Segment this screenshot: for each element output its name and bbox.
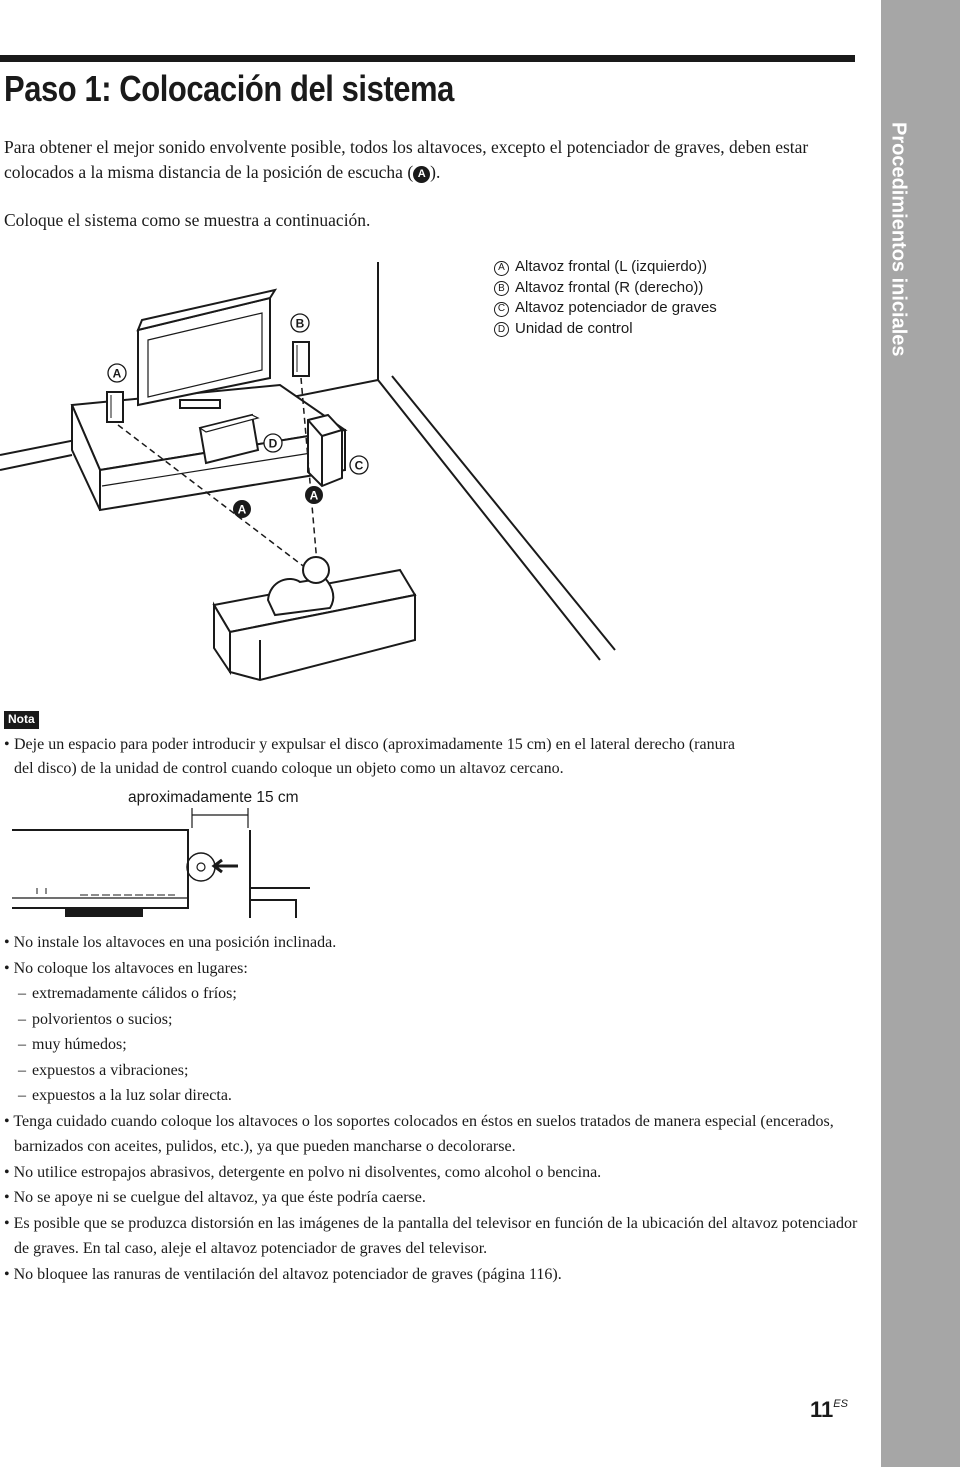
sub-list-item: – expuestos a la luz solar directa. — [4, 1083, 859, 1109]
marker-label: A — [237, 502, 247, 517]
sub-list-item: – polvorientos o sucios; — [4, 1007, 859, 1033]
list-item-text: Tenga cuidado cuando coloque los altavoces o los soportes colocados en éstos en suelos tratados de manera especial (encerados, barnizados con aceites, pulidos, etc.), ya que pueden mancharse o decolorarse. — [13, 1112, 834, 1155]
sub-list-item: – extremadamente cálidos o fríos; — [4, 981, 859, 1007]
control-unit-outline — [12, 830, 188, 908]
note-paragraph — [4, 733, 854, 781]
list-item: • No utilice estropajos abrasivos, detergente en polvo ni disolventes, como alcohol o bencina. — [4, 1163, 602, 1181]
floor-wall-line-left — [0, 455, 72, 470]
sub-list-item: – muy húmedos; — [4, 1032, 859, 1058]
marker-b-icon: B — [494, 281, 509, 296]
bullet: • — [4, 736, 10, 753]
clearance-label: aproximadamente 15 cm — [128, 789, 299, 806]
intro-instruction: Coloque el sistema como se muestra a continuación. — [4, 210, 371, 230]
list-item: • No se apoye ni se cuelgue del altavoz, ya que éste podría caerse. — [4, 1189, 426, 1206]
subwoofer — [308, 415, 342, 486]
list-item-text: Es posible que se produzca distorsión en las imágenes de la pantalla del televisor en función de la ubicación del altavoz potenciador de graves. En tal caso, aleje el altavoz potenciador de graves del televisor. — [13, 1214, 858, 1257]
intro-paragraph — [4, 135, 854, 185]
list-item: • Es posible que se produzca distorsión en las imágenes de la pantalla del televisor en función de la ubicación del altavoz potenciador de graves. En tal caso, aleje el altavoz potenciador de graves del televisor. — [4, 1214, 858, 1257]
intro-text-end: ). — [430, 162, 441, 182]
note-text: del disco) de la unidad de control cuando coloque un objeto como un altavoz cercano. — [14, 760, 564, 777]
speaker-front-right — [293, 342, 309, 376]
legend-label: Unidad de control — [515, 319, 633, 337]
sub-list-item: – expuestos a vibraciones; — [4, 1058, 859, 1084]
legend-label: Altavoz frontal (R (derecho)) — [515, 278, 704, 296]
list-item: • No instale los altavoces en una posición inclinada. — [4, 934, 337, 951]
room-layout-illustration — [0, 240, 760, 690]
intro-text: Para obtener el mejor sonido envolvente posible, todos los altavoces, excepto el potenciador de graves, deben estar colocados a la misma distancia de la posición de escucha ( — [4, 137, 809, 182]
list-item-text: No se apoye ni se cuelgue del altavoz, ya que éste podría caerse. — [13, 1189, 426, 1206]
marker-d-icon: D — [494, 322, 509, 337]
list-item: • Tenga cuidado cuando coloque los altavoces o los soportes colocados en éstos en suelos tratados de manera especial (encerados, barnizados con aceites, pulidos, etc.), ya que pueden mancharse o decolorarse. — [4, 1112, 834, 1155]
page-title: Paso 1: Colocación del sistema — [4, 68, 454, 109]
title-rule — [0, 55, 855, 62]
list-item-text: No coloque los altavoces en lugares: — [13, 959, 248, 977]
marker-a-icon: A — [494, 261, 509, 276]
page-number-value: 11 — [810, 1397, 834, 1422]
list-item-text: No instale los altavoces en una posición inclinada. — [13, 934, 337, 951]
list-item-text: No bloquee las ranuras de ventilación del altavoz potenciador de graves (página 116). — [13, 1265, 562, 1283]
person-listener — [268, 557, 333, 615]
side-tab-label: Procedimientos iniciales — [887, 122, 910, 357]
legend-label: Altavoz potenciador de graves — [515, 299, 717, 316]
marker-c-icon: C — [494, 302, 509, 317]
marker-label: C — [354, 458, 364, 473]
arrow-icon — [214, 860, 238, 872]
disc-icon — [187, 853, 215, 881]
marker-a-icon: A — [413, 166, 430, 183]
marker-label: D — [268, 436, 278, 451]
floor-wall-line — [392, 376, 615, 650]
note-text: Deje un espacio para poder introducir y expulsar el disco (aproximadamente 15 cm) en el lateral derecho (ranura — [14, 736, 736, 753]
page-suffix: ES — [833, 1398, 848, 1410]
clearance-illustration — [8, 785, 318, 920]
marker-label: B — [295, 316, 305, 331]
speaker-front-left — [107, 392, 123, 422]
note-badge: Nota — [4, 711, 39, 729]
page-number — [810, 1397, 848, 1423]
marker-label: A — [309, 488, 319, 503]
list-item-text: No utilice estropajos abrasivos, detergente en polvo ni disolventes, como alcohol o bencina. — [13, 1163, 602, 1181]
legend-label: Altavoz frontal (L (izquierdo)) — [515, 258, 708, 275]
list-item: • No coloque los altavoces en lugares: — [4, 959, 248, 977]
marker-label: A — [112, 366, 122, 381]
precautions-list — [4, 930, 859, 1287]
list-item: • No bloquee las ranuras de ventilación del altavoz potenciador de graves (página 116). — [4, 1265, 562, 1283]
